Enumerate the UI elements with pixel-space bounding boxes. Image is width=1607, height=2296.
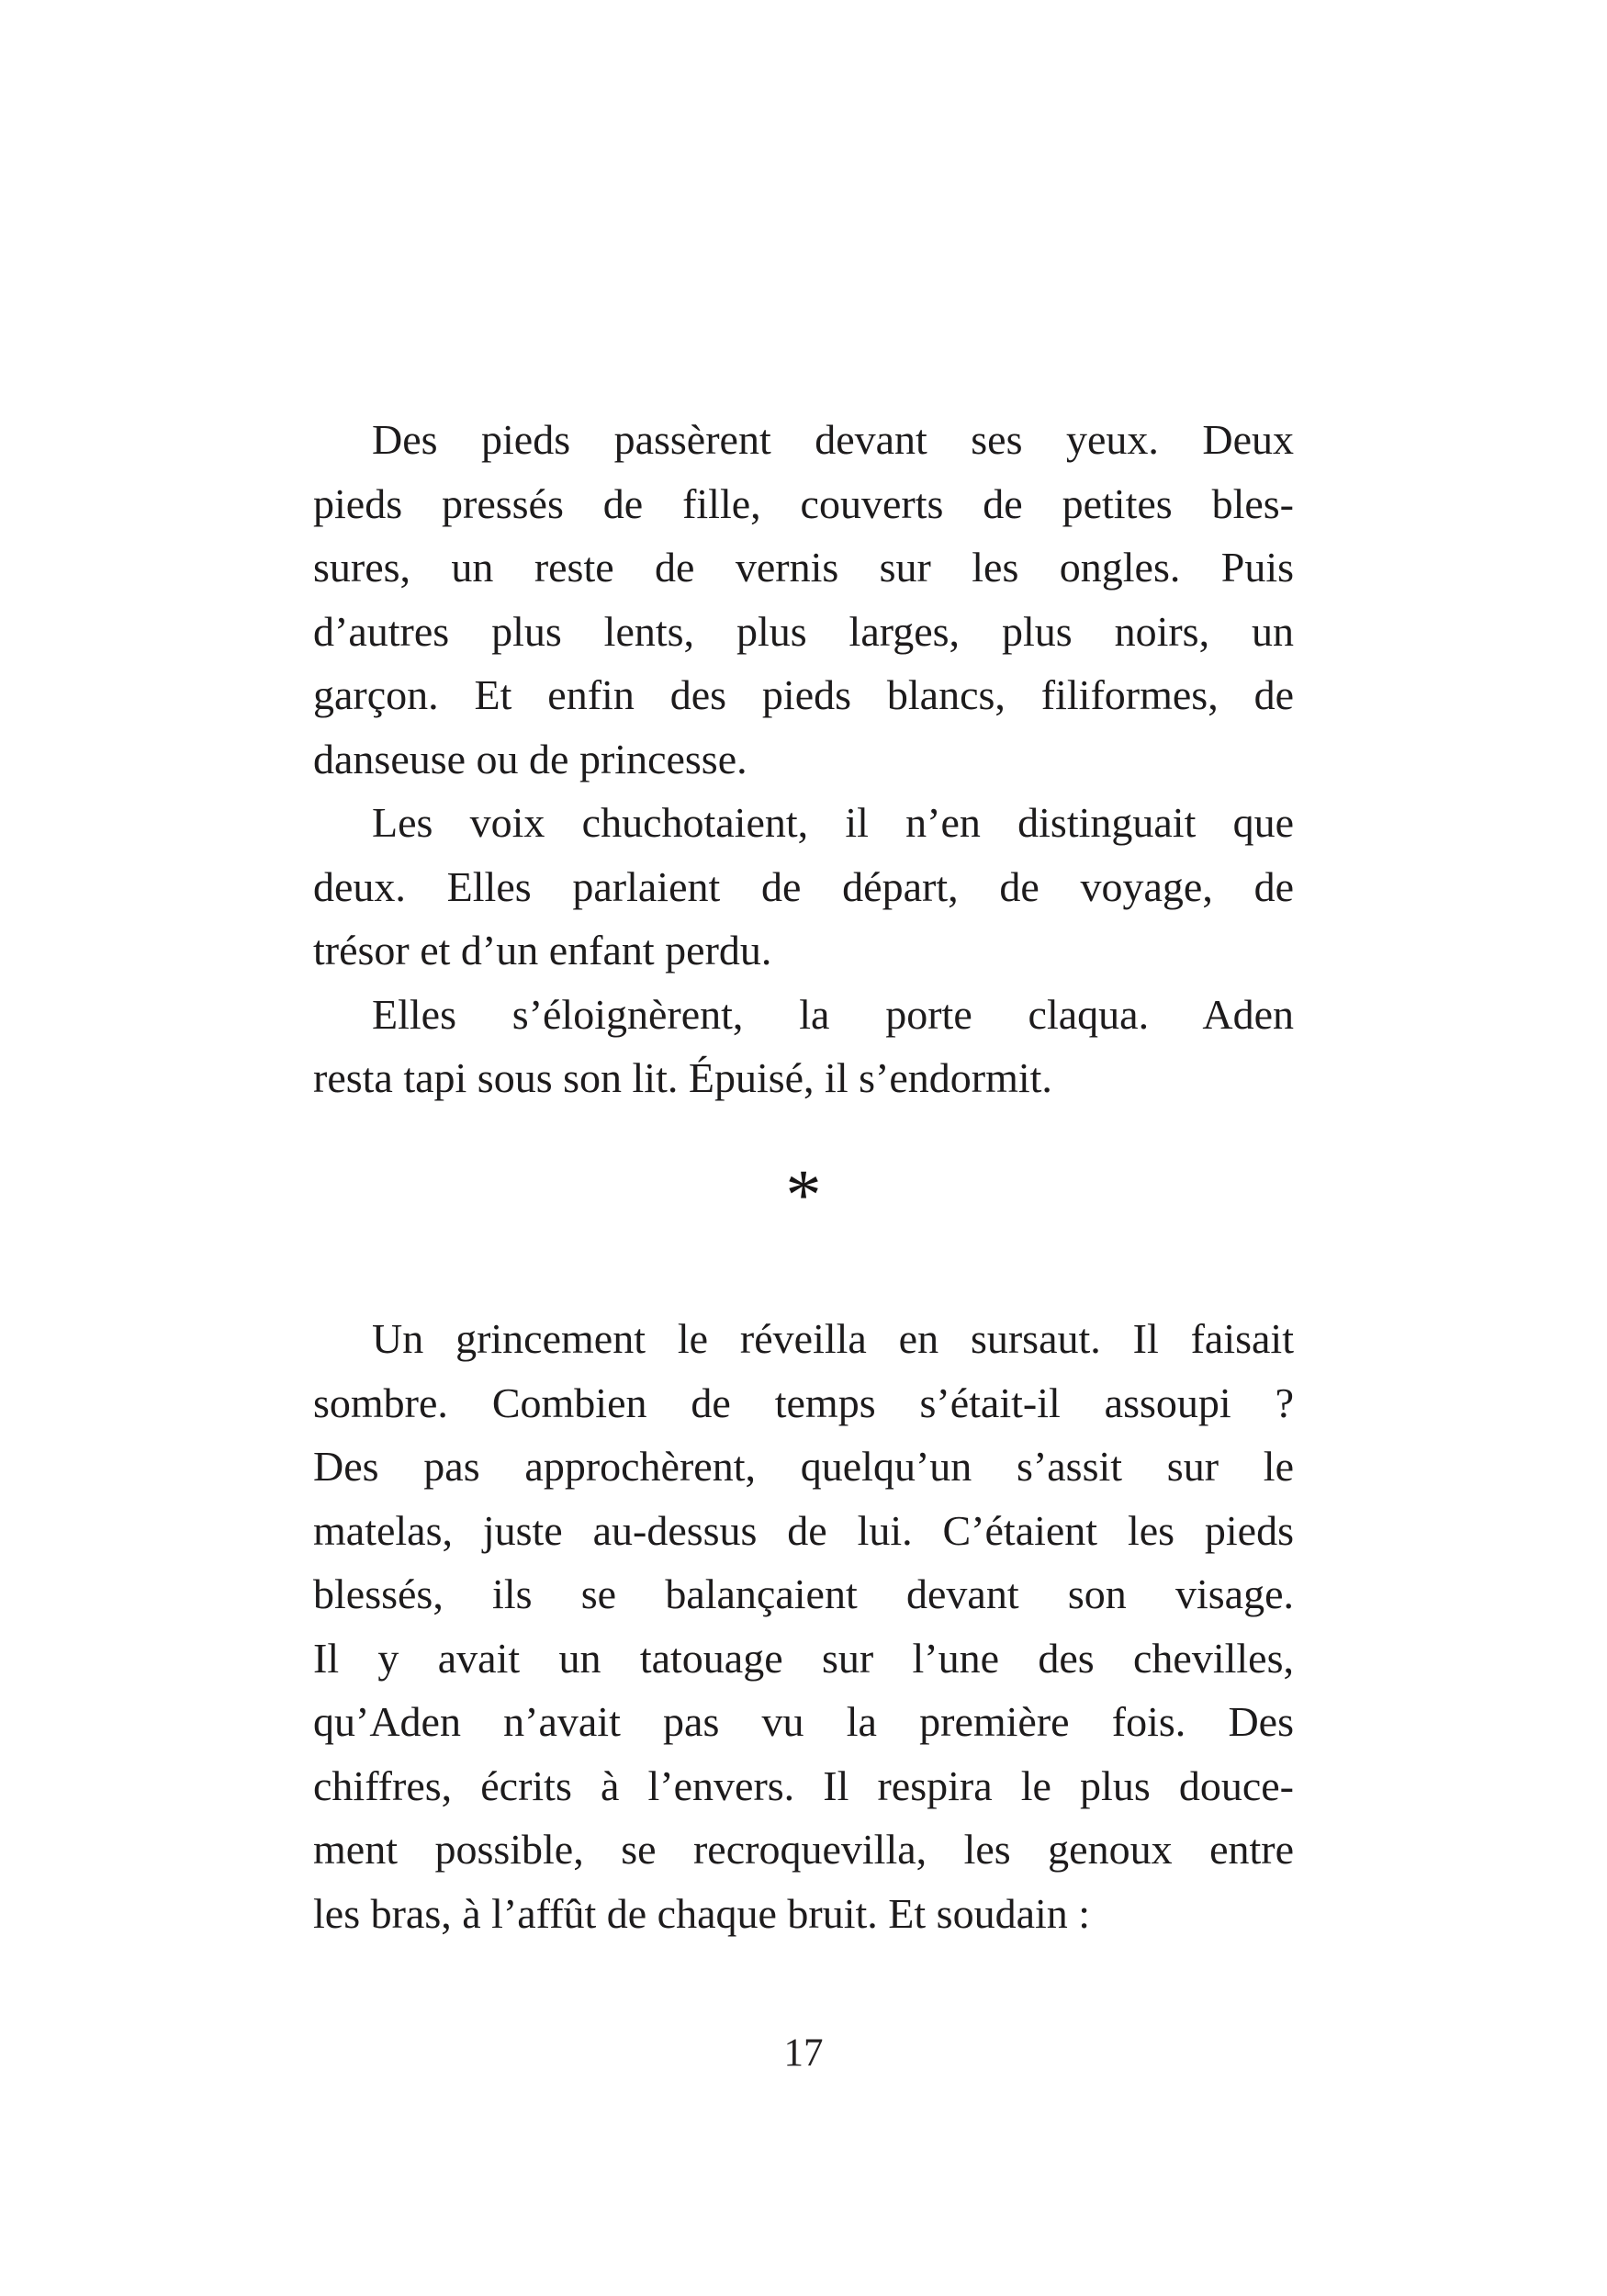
page-number: 17	[783, 2032, 824, 2075]
text-line: garçon. Et enfin des pieds blancs, filiformes, de	[313, 671, 1294, 718]
text-line: sures, un reste de vernis sur les ongles. Puis	[313, 544, 1294, 591]
paragraph	[313, 983, 1294, 1110]
section-separator-asterisk: *	[785, 1154, 822, 1234]
text-line: danseuse ou de princesse.	[313, 735, 747, 782]
text-line: deux. Elles parlaient de départ, de voyage, de	[313, 862, 1294, 910]
text-line: les bras, à l’affût de chaque bruit. Et soudain :	[313, 1889, 1091, 1937]
text-line: blessés, ils se balançaient devant son visage.	[313, 1570, 1294, 1617]
text-line: Des pieds passèrent devant ses yeux. Deux	[372, 416, 1294, 463]
text-line: Les voix chuchotaient, il n’en distinguait que	[372, 799, 1294, 846]
paragraph	[313, 408, 1294, 791]
text-line: trésor et d’un enfant perdu.	[313, 927, 772, 974]
text-line: chiffres, écrits à l’envers. Il respira le plus douce-	[313, 1761, 1294, 1809]
text-line: pieds pressés de fille, couverts de petites bles-	[313, 479, 1294, 527]
text-line: Un grincement le réveilla en sursaut. Il faisait	[372, 1315, 1294, 1362]
text-line: Elles s’éloignèrent, la porte claqua. Aden	[372, 990, 1294, 1038]
text-line: matelas, juste au-dessus de lui. C’étaient les pieds	[313, 1506, 1294, 1554]
text-block-upper	[313, 408, 1294, 1110]
text-line: Des pas approchèrent, quelqu’un s’assit sur le	[313, 1443, 1294, 1490]
text-line: qu’Aden n’avait pas vu la première fois. Des	[313, 1698, 1294, 1745]
text-line: Il y avait un tatouage sur l’une des chevilles,	[313, 1634, 1294, 1682]
text-line: sombre. Combien de temps s’était-il assoupi ?	[313, 1379, 1294, 1426]
text-line: ment possible, se recroquevilla, les genoux entre	[313, 1826, 1294, 1873]
text-line: d’autres plus lents, plus larges, plus noirs, un	[313, 607, 1294, 655]
paragraph	[313, 791, 1294, 983]
paragraph	[313, 1307, 1294, 1945]
text-line: resta tapi sous son lit. Épuisé, il s’endormit.	[313, 1054, 1052, 1101]
text-block-lower	[313, 1307, 1294, 1945]
